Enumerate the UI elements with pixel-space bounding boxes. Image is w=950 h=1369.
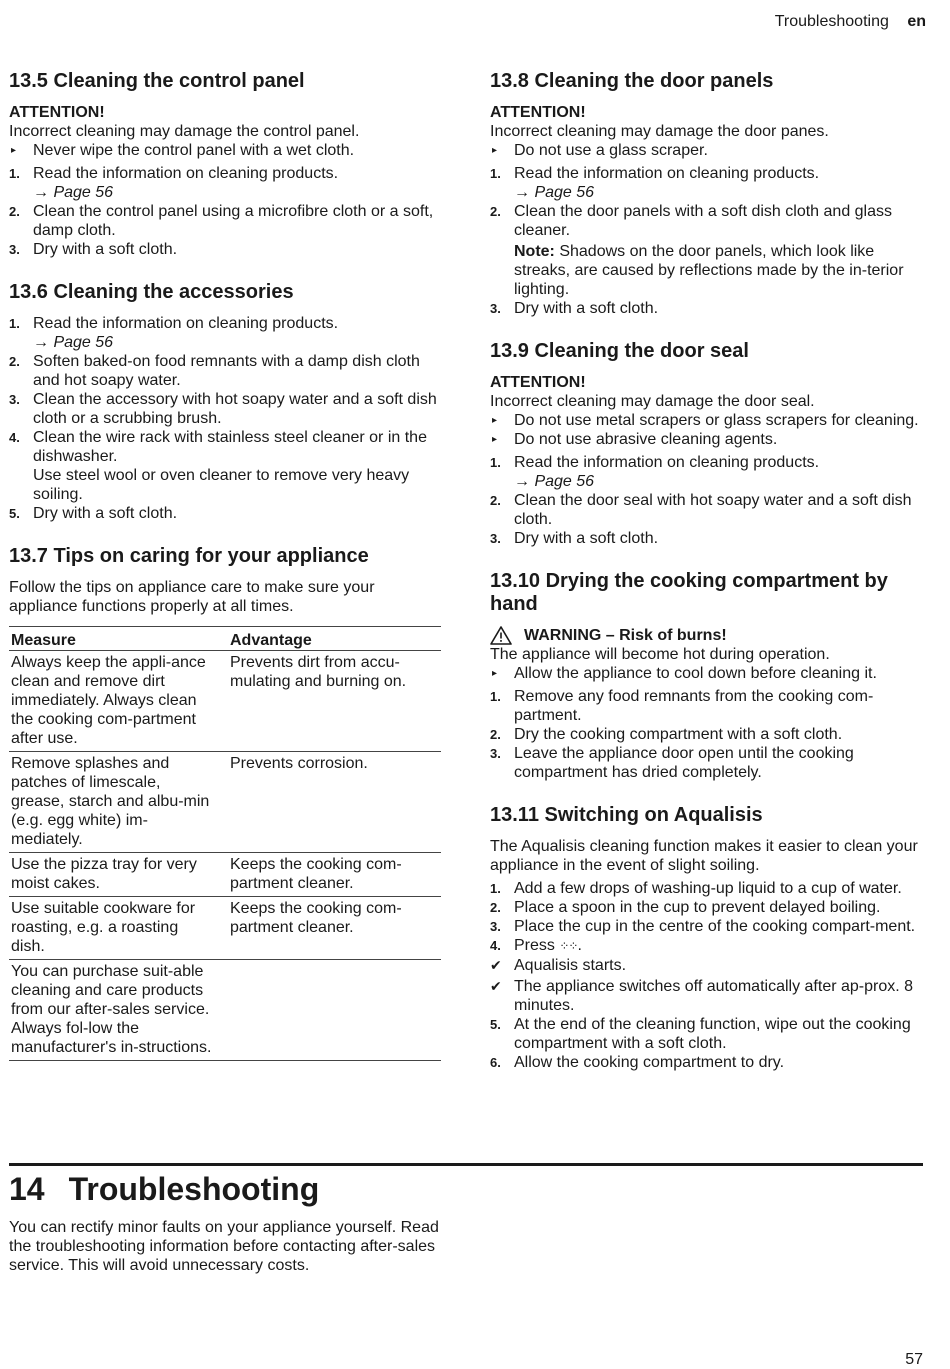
- warning-heading: WARNING – Risk of burns!: [490, 626, 922, 645]
- step-item: 2. Clean the control panel using a microfibre cloth or a soft, damp cloth.: [9, 203, 434, 239]
- result-item: ✔ Aqualisis starts.: [490, 957, 627, 974]
- step-item: 1. Remove any food remnants from the cooking com-partment.: [490, 688, 874, 724]
- step-item: 2. Place a spoon in the cup to prevent delayed boiling.: [490, 899, 881, 916]
- step-item: 5. Dry with a soft cloth.: [9, 505, 178, 522]
- page-reference-link[interactable]: → Page 56: [33, 184, 114, 201]
- attention-text: Incorrect cleaning may damage the door panes.: [490, 123, 829, 140]
- table-row: You can purchase suit-able cleaning and care products from our after-sales service. Always fol-low the manufacturer's in-structions.: [9, 960, 441, 1061]
- page-reference-link[interactable]: → Page 56: [514, 184, 595, 201]
- table-row: Use the pizza tray for very moist cakes. Keeps the cooking com-partment cleaner.: [9, 853, 441, 897]
- table-header-row: [9, 627, 441, 651]
- right-column: [490, 70, 922, 1072]
- step-item: 4. Clean the wire rack with stainless steel cleaner or in the dishwasher. Use steel wool or oven cleaner to remove very heavy soiling.: [9, 429, 427, 503]
- step-item: 2. Soften baked-on food remnants with a damp dish cloth and hot soapy water.: [9, 353, 420, 389]
- bullet-item: ▸ Do not use abrasive cleaning agents.: [492, 431, 778, 448]
- step-item: 1. Read the information on cleaning products. → Page 56: [9, 314, 441, 352]
- step-item: 2. Clean the door panels with a soft dish cloth and glass cleaner. Note: Shadows on the door panels, which look like streaks, are caused by reflections made by the in-terior lighting.: [490, 203, 904, 298]
- chapter-divider: [9, 1163, 923, 1166]
- running-header: [775, 12, 926, 31]
- section-13-11-title: 13.11 Switching on Aqualisis: [490, 804, 763, 826]
- page-number: 57: [905, 1351, 923, 1368]
- attention-label: ATTENTION!: [9, 104, 105, 121]
- section-13-5-title: 13.5 Cleaning the control panel: [9, 70, 305, 92]
- check-icon: ✔: [490, 957, 502, 973]
- column-header-measure: Measure: [9, 627, 228, 651]
- step-item: 1. Read the information on cleaning products. → Page 56: [490, 164, 922, 202]
- chapter-title: [9, 1170, 319, 1208]
- left-column: [9, 70, 441, 1061]
- step-item: 2. Clean the door seal with hot soapy water and a soft dish cloth.: [490, 492, 912, 528]
- warning-triangle-icon: [490, 626, 512, 645]
- bullet-item: ▸ Do not use a glass scraper.: [492, 142, 708, 159]
- step-item: 3. Place the cup in the centre of the cooking compart-ment.: [490, 918, 916, 935]
- triangle-bullet-icon: ▸: [492, 668, 498, 679]
- steps-13-6: [9, 314, 441, 523]
- column-header-advantage: Advantage: [228, 627, 441, 651]
- bullet-item: ▸ Allow the appliance to cool down before cleaning it.: [492, 665, 877, 682]
- header-section: Troubleshooting: [774, 13, 889, 30]
- step-item: 6. Allow the cooking compartment to dry.: [490, 1054, 785, 1071]
- step-item: 1. Add a few drops of washing-up liquid to a cup of water.: [490, 880, 902, 897]
- triangle-bullet-icon: ▸: [492, 145, 498, 156]
- section-13-10-title: 13.10 Drying the cooking compartment by hand: [490, 570, 888, 615]
- attention-label: ATTENTION!: [490, 374, 586, 391]
- step-item: 1. Read the information on cleaning products. → Page 56: [9, 164, 441, 202]
- check-icon: ✔: [490, 978, 502, 994]
- attention-text: Incorrect cleaning may damage the control panel.: [9, 123, 360, 140]
- section-intro: Follow the tips on appliance care to make sure your appliance functions properly at all times.: [9, 579, 375, 615]
- section-13-9-title: 13.9 Cleaning the door seal: [490, 340, 749, 362]
- step-item: 2. Dry the cooking compartment with a soft cloth.: [490, 726, 843, 743]
- steps-13-11: [490, 879, 922, 1072]
- aqualisis-icon: ⁘⁘: [559, 939, 578, 953]
- attention-text: Incorrect cleaning may damage the door seal.: [490, 393, 815, 410]
- table-row: Remove splashes and patches of limescale, grease, starch and albu-min (e.g. egg white) im-mediately. Prevents corrosion.: [9, 752, 441, 853]
- triangle-bullet-icon: ▸: [11, 145, 17, 156]
- care-tips-table: [9, 626, 441, 1061]
- section-13-8-title: 13.8 Cleaning the door panels: [490, 70, 774, 92]
- step-item: 3. Dry with a soft cloth.: [490, 530, 659, 547]
- chapter-intro: You can rectify minor faults on your appliance yourself. Read the troubleshooting information before contacting after-sales service. This will avoid unnecessary costs.: [9, 1219, 439, 1274]
- bullet-item: ▸ Never wipe the control panel with a wet cloth.: [11, 142, 355, 159]
- triangle-bullet-icon: ▸: [492, 415, 498, 426]
- step-item: 5. At the end of the cleaning function, wipe out the cooking compartment with a soft cloth.: [490, 1016, 911, 1052]
- step-item: 3. Dry with a soft cloth.: [490, 300, 659, 317]
- attention-label: ATTENTION!: [490, 104, 586, 121]
- steps-13-5: [9, 164, 441, 259]
- section-13-7-title: 13.7 Tips on caring for your appliance: [9, 545, 369, 567]
- table-row: Always keep the appli-ance clean and remove dirt immediately. Always clean the cooking com-partment after use. Prevents dirt from accu-mulating and burning on.: [9, 651, 441, 752]
- chapter-number: 14: [9, 1171, 45, 1207]
- section-intro: The Aqualisis cleaning function makes it easier to clean your appliance in the event of slight soiling.: [490, 838, 918, 874]
- steps-13-10: [490, 687, 922, 782]
- page-reference-link[interactable]: → Page 56: [33, 334, 114, 351]
- step-item: 3. Clean the accessory with hot soapy water and a soft dish cloth or a scrubbing brush.: [9, 391, 437, 427]
- bullet-item: ▸ Do not use metal scrapers or glass scrapers for cleaning.: [492, 412, 919, 429]
- chapter-name: Troubleshooting: [68, 1171, 320, 1207]
- steps-13-8: [490, 164, 922, 318]
- table-row: Use suitable cookware for roasting, e.g. a roasting dish. Keeps the cooking com-partment cleaner.: [9, 897, 441, 960]
- steps-13-9: [490, 453, 922, 548]
- triangle-bullet-icon: ▸: [492, 434, 498, 445]
- section-13-6-title: 13.6 Cleaning the accessories: [9, 281, 294, 303]
- step-item: 4. Press ⁘⁘.: [490, 937, 582, 954]
- step-item: 1. Read the information on cleaning products. → Page 56: [490, 453, 922, 491]
- page-reference-link[interactable]: → Page 56: [514, 473, 595, 490]
- note-label: Note:: [514, 243, 555, 260]
- result-item: ✔ The appliance switches off automatically after ap-prox. 8 minutes.: [490, 978, 914, 1014]
- warning-text: The appliance will become hot during operation.: [490, 646, 830, 663]
- step-item: 3. Dry with a soft cloth.: [9, 241, 178, 258]
- step-item: 3. Leave the appliance door open until the cooking compartment has dried completely.: [490, 745, 854, 781]
- header-language: en: [907, 13, 926, 30]
